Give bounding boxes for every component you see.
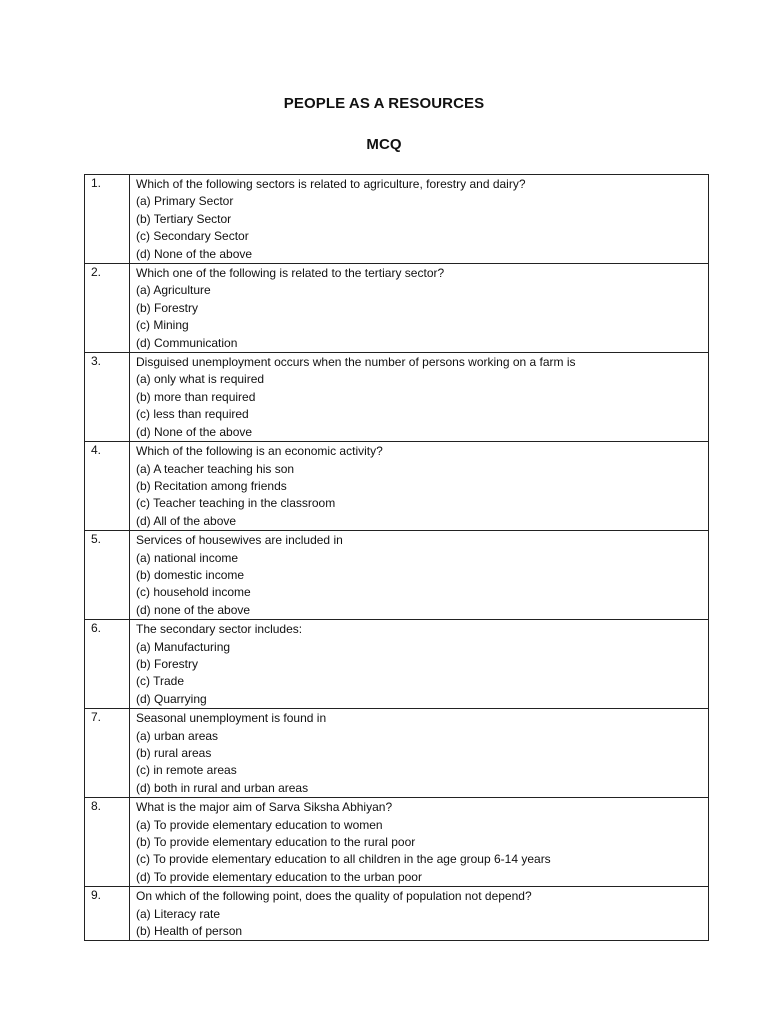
question-text: Which one of the following is related to the tertiary sector? [136, 266, 445, 281]
answer-option: (d) Quarrying [136, 691, 207, 706]
question-number: 6. [85, 620, 130, 709]
page-subtitle: MCQ [366, 136, 402, 153]
page-title: PEOPLE AS A RESOURCES [283, 95, 485, 112]
question-number: 3. [85, 353, 130, 442]
question-number: 5. [85, 531, 130, 620]
table-row [85, 353, 709, 442]
question-cell [130, 531, 709, 620]
table-row [85, 887, 709, 941]
answer-option: (a) To provide elementary education to women [136, 817, 383, 832]
answer-option: (c) To provide elementary education to all children in the age group 6-14 years [136, 852, 551, 867]
answer-option: (a) Agriculture [136, 283, 211, 298]
table-row [85, 264, 709, 353]
answer-option: (d) To provide elementary education to the urban poor [136, 869, 422, 884]
answer-option: (d) All of the above [136, 513, 237, 528]
answer-option: (b) rural areas [136, 746, 212, 760]
table-row [85, 798, 709, 887]
question-text: Seasonal unemployment is found in [136, 711, 327, 726]
mcq-table [84, 174, 709, 941]
question-cell [130, 175, 709, 264]
answer-option: (a) national income [136, 550, 239, 565]
question-text: Which of the following sectors is related to agriculture, forestry and dairy? [136, 177, 526, 191]
answer-option: (b) more than required [136, 389, 256, 404]
answer-option: (a) urban areas [136, 728, 219, 743]
table-row [85, 709, 709, 798]
question-text: Disguised unemployment occurs when the number of persons working on a farm is [136, 355, 576, 370]
question-number: 9. [85, 887, 130, 941]
answer-option: (c) Trade [136, 674, 185, 689]
question-text: Which of the following is an economic activity? [136, 444, 383, 459]
answer-option: (d) Communication [136, 335, 238, 350]
question-text: Services of housewives are included in [136, 533, 343, 548]
question-number: 8. [85, 798, 130, 887]
answer-option: (c) Secondary Sector [136, 229, 249, 244]
question-number: 1. [85, 175, 130, 264]
answer-option: (d) both in rural and urban areas [136, 780, 309, 795]
answer-option: (d) none of the above [136, 602, 251, 617]
question-text: What is the major aim of Sarva Siksha Abhiyan? [136, 800, 393, 815]
answer-option: (c) in remote areas [136, 763, 237, 778]
question-cell [130, 887, 709, 941]
question-text: On which of the following point, does the quality of population not depend? [136, 889, 532, 904]
answer-option: (a) only what is required [136, 372, 265, 387]
answer-option: (a) Literacy rate [136, 906, 221, 921]
answer-option: (c) Teacher teaching in the classroom [136, 496, 336, 511]
question-cell [130, 442, 709, 531]
table-row [85, 620, 709, 709]
question-number: 2. [85, 264, 130, 353]
answer-option: (b) Health of person [136, 924, 243, 939]
question-number: 4. [85, 442, 130, 531]
question-cell [130, 798, 709, 887]
answer-option: (c) Mining [136, 318, 189, 333]
question-cell [130, 353, 709, 442]
answer-option: (d) None of the above [136, 424, 253, 439]
table-row [85, 442, 709, 531]
answer-option: (c) less than required [136, 407, 249, 422]
answer-option: (d) None of the above [136, 246, 253, 261]
table-row [85, 175, 709, 264]
question-cell [130, 620, 709, 709]
answer-option: (a) A teacher teaching his son [136, 461, 295, 476]
question-cell [130, 264, 709, 353]
answer-option: (b) Tertiary Sector [136, 211, 232, 226]
answer-option: (a) Primary Sector [136, 194, 234, 209]
answer-option: (b) domestic income [136, 567, 245, 582]
table-row [85, 531, 709, 620]
answer-option: (b) To provide elementary education to the rural poor [136, 835, 416, 850]
answer-option: (c) household income [136, 585, 251, 600]
answer-option: (b) Forestry [136, 300, 199, 315]
answer-option: (a) Manufacturing [136, 639, 231, 654]
question-number: 7. [85, 709, 130, 798]
answer-option: (b) Recitation among friends [136, 478, 287, 493]
mcq-table-body [85, 175, 709, 941]
answer-option: (b) Forestry [136, 656, 199, 671]
question-text: The secondary sector includes: [136, 622, 303, 637]
question-cell [130, 709, 709, 798]
